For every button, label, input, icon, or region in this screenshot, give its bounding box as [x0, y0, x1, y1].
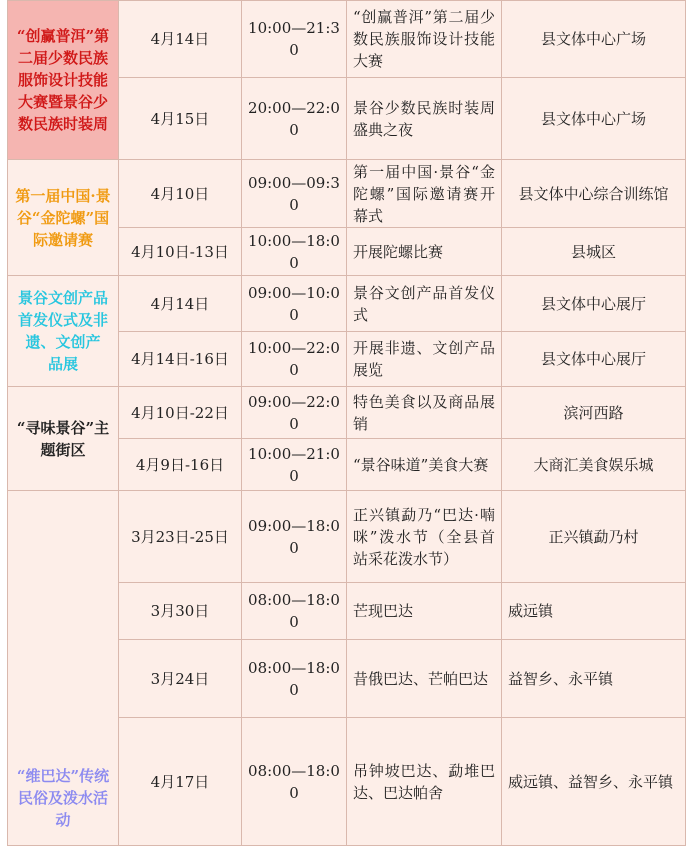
date-cell: 4月14日-16日 — [119, 332, 242, 387]
date-cell: 4月10日 — [119, 160, 242, 228]
activity-cell: “创赢普洱”第二届少数民族服饰设计技能大赛 — [347, 1, 502, 78]
time-cell: 09:00—18:00 — [242, 491, 347, 583]
location-cell: 滨河西路 — [502, 387, 686, 439]
location-cell: 大商汇美食娱乐城 — [502, 439, 686, 491]
date-cell: 3月23日-25日 — [119, 491, 242, 583]
table-row — [8, 491, 686, 583]
date-cell: 4月10日-13日 — [119, 228, 242, 276]
date-cell: 3月30日 — [119, 583, 242, 640]
activity-cell: 吊钟坡巴达、勐堆巴达、巴达帕舍 — [347, 718, 502, 846]
category-fashion-contest: “创赢普洱”第二届少数民族服饰设计技能大赛暨景谷少数民族时装周 — [8, 1, 119, 160]
location-cell: 县文体中心综合训练馆 — [502, 160, 686, 228]
location-cell: 威远镇 — [502, 583, 686, 640]
activity-cell: “景谷味道”美食大赛 — [347, 439, 502, 491]
date-cell: 4月10日-22日 — [119, 387, 242, 439]
time-cell: 10:00—21:00 — [242, 439, 347, 491]
location-cell: 县文体中心广场 — [502, 78, 686, 160]
date-cell: 4月14日 — [119, 1, 242, 78]
date-cell: 4月17日 — [119, 718, 242, 846]
category-water-festival: “维巴达”传统民俗及泼水活动 — [8, 491, 119, 846]
table-row — [8, 387, 686, 439]
time-cell: 10:00—22:00 — [242, 332, 347, 387]
activity-cell: 正兴镇勐乃“巴达·喃咪”泼水节（全县首站采花泼水节） — [347, 491, 502, 583]
activity-cell: 芒现巴达 — [347, 583, 502, 640]
activity-cell: 第一届中国·景谷“金陀螺”国际邀请赛开幕式 — [347, 160, 502, 228]
table-row — [8, 160, 686, 228]
location-cell: 县文体中心展厅 — [502, 332, 686, 387]
activity-cell: 开展非遗、文创产品展览 — [347, 332, 502, 387]
activity-cell: 昔俄巴达、芒帕巴达 — [347, 640, 502, 718]
location-cell: 县文体中心展厅 — [502, 276, 686, 332]
category-label-part-1: 景谷文创产品首发仪式及非遗、文创产 — [17, 289, 108, 351]
location-cell: 县文体中心广场 — [502, 1, 686, 78]
time-cell: 08:00—18:00 — [242, 583, 347, 640]
category-spinning-top: 第一届中国·景谷“金陀螺”国际邀请赛 — [8, 160, 119, 276]
time-cell: 09:00—22:00 — [242, 387, 347, 439]
table-row — [8, 1, 686, 78]
category-label-part-2: 品展 — [47, 355, 78, 373]
activity-cell: 特色美食以及商品展销 — [347, 387, 502, 439]
time-cell: 20:00—22:00 — [242, 78, 347, 160]
time-cell: 10:00—18:00 — [242, 228, 347, 276]
time-cell: 08:00—18:00 — [242, 718, 347, 846]
activity-cell: 开展陀螺比赛 — [347, 228, 502, 276]
activity-cell: 景谷文创产品首发仪式 — [347, 276, 502, 332]
date-cell: 3月24日 — [119, 640, 242, 718]
time-cell: 09:00—10:00 — [242, 276, 347, 332]
date-cell: 4月15日 — [119, 78, 242, 160]
date-cell: 4月14日 — [119, 276, 242, 332]
time-cell: 08:00—18:00 — [242, 640, 347, 718]
time-cell: 09:00—09:30 — [242, 160, 347, 228]
category-cultural-products — [8, 276, 119, 387]
table-row — [8, 276, 686, 332]
time-cell: 10:00—21:30 — [242, 1, 347, 78]
location-cell: 威远镇、益智乡、永平镇 — [502, 718, 686, 846]
location-cell: 益智乡、永平镇 — [502, 640, 686, 718]
location-cell: 县城区 — [502, 228, 686, 276]
activity-cell: 景谷少数民族时装周盛典之夜 — [347, 78, 502, 160]
category-food-street: “寻味景谷”主题街区 — [8, 387, 119, 491]
location-cell: 正兴镇勐乃村 — [502, 491, 686, 583]
event-schedule-table — [7, 0, 686, 846]
date-cell: 4月9日-16日 — [119, 439, 242, 491]
